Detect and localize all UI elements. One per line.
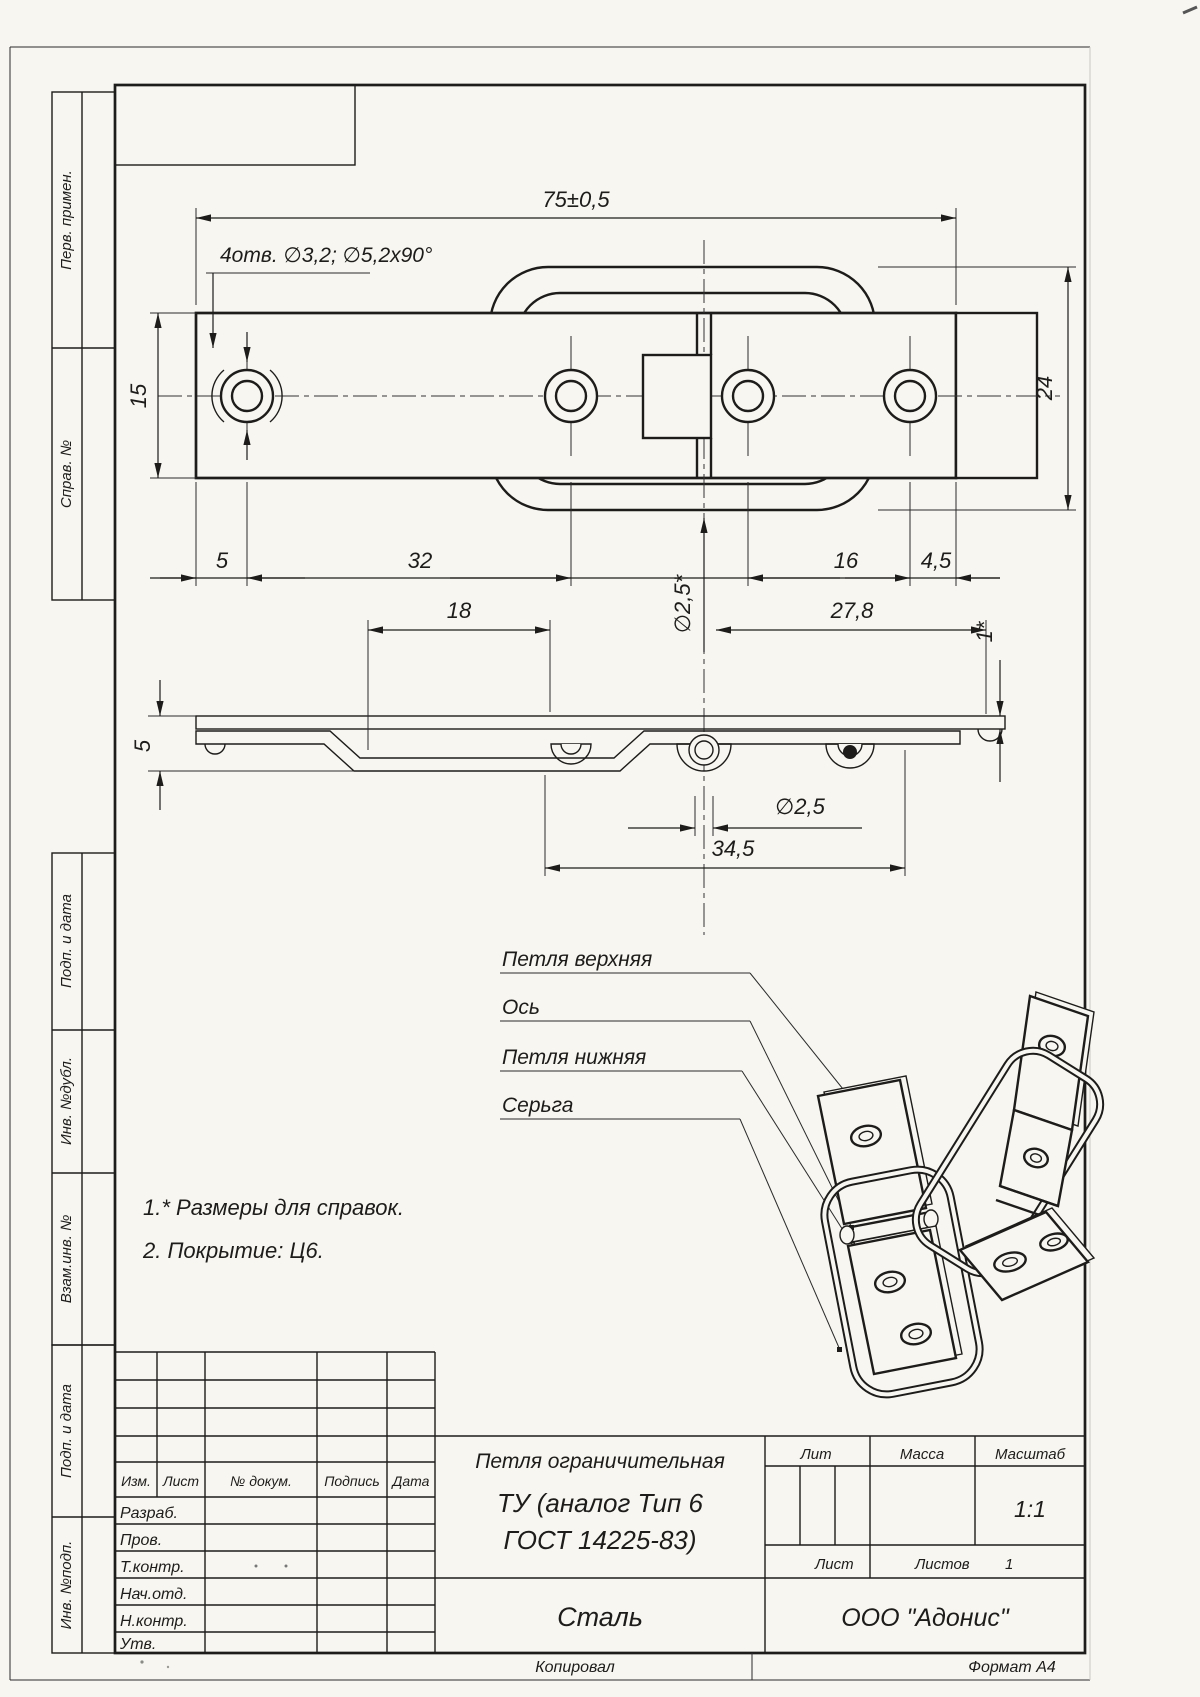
tb-sheets-label: Листов	[915, 1556, 970, 1573]
dim-profile-height: 5	[130, 739, 155, 753]
stamp-vzam-inv: Взам.инв. №	[58, 1214, 75, 1304]
section-upper-plate	[196, 716, 1005, 729]
tb-company: ООО "Адонис"	[841, 1604, 1009, 1632]
tb-title-line1: Петля ограничительная	[475, 1450, 725, 1473]
stamp-perv-primen: Перв. примен.	[58, 170, 75, 270]
sheet-footer	[535, 1653, 1056, 1680]
title-block	[115, 1352, 1085, 1653]
tb-row-nachotd: Нач.отд.	[120, 1586, 188, 1603]
tb-title-line3: ГОСТ 14225-83)	[503, 1525, 697, 1555]
footer-copied: Копировал	[535, 1659, 615, 1676]
callout-axis: Ось	[502, 996, 540, 1019]
dim-shackle-height: 24	[1032, 375, 1057, 401]
tb-mass-label: Масса	[899, 1446, 945, 1463]
dim-recess-length: 18	[446, 598, 472, 623]
sheet-edges	[10, 7, 1197, 1680]
scan-mark	[1183, 7, 1197, 13]
dim-hole-pitch: 32	[407, 548, 433, 573]
footer-format: Формат А4	[968, 1659, 1056, 1676]
dim-total-length: 75±0,5	[542, 187, 610, 212]
tb-col-list: Лист	[162, 1473, 200, 1489]
callout-upper-hinge: Петля верхняя	[502, 948, 653, 971]
dim-lower-length: 34,5	[711, 836, 755, 861]
dim-upper-length: 27,8	[830, 598, 874, 623]
top-left-cell	[115, 85, 355, 165]
tb-sheets-value: 1	[1005, 1556, 1014, 1573]
dim-plate-width: 15	[126, 383, 151, 409]
stamp-podp-data-2: Подп. и дата	[58, 1384, 75, 1478]
margin-stamps	[52, 92, 115, 1653]
stamp-sprav-no: Справ. №	[58, 439, 75, 509]
stamp-inv-podl: Инв. №подп.	[58, 1540, 75, 1630]
callout-lower-hinge: Петля нижняя	[502, 1046, 647, 1069]
dim-axis-diameter: ∅2,5*	[670, 574, 695, 634]
stamp-podp-data-1: Подп. и дата	[58, 894, 75, 988]
tb-col-izm: Изм.	[121, 1473, 151, 1489]
tb-sheet-label: Лист	[815, 1556, 854, 1573]
note-coating: 2. Покрытие: Ц6.	[143, 1238, 324, 1263]
dim-end-to-hole: 5	[215, 548, 229, 573]
tb-scale-label: Масштаб	[994, 1446, 1066, 1463]
section-dimensions	[130, 598, 1000, 876]
dim-edge-margin: 4,5	[920, 548, 952, 573]
stamp-inv-dubl: Инв. №дубл.	[58, 1056, 75, 1146]
tb-row-prov: Пров.	[120, 1532, 163, 1549]
section-view	[196, 716, 1005, 771]
tb-row-nkontr: Н.контр.	[120, 1613, 188, 1630]
holes-note: 4отв. ∅3,2; ∅5,2x90°	[220, 244, 433, 267]
section-knuckles	[551, 735, 874, 771]
dim-thickness-ref: 1*	[972, 621, 997, 643]
plan-view	[158, 240, 1060, 935]
dim-pin-diameter: ∅2,5	[775, 794, 825, 819]
tb-row-razrab: Разраб.	[120, 1505, 178, 1522]
tb-col-dokum: № докум.	[230, 1473, 292, 1489]
dim-pitch-right: 16	[833, 548, 859, 573]
tb-lit-label: Лит	[800, 1446, 832, 1463]
tb-material: Сталь	[557, 1602, 643, 1632]
iso-view-extended	[818, 1076, 985, 1400]
technical-notes	[142, 1195, 404, 1263]
callout-shackle: Серьга	[502, 1094, 574, 1117]
tb-scale-value: 1:1	[1014, 1496, 1046, 1522]
tb-col-podpis: Подпись	[324, 1473, 380, 1489]
note-reference-dims: 1.* Размеры для справок.	[143, 1195, 405, 1220]
tb-row-tkontr: Т.контр.	[120, 1559, 185, 1576]
tb-title-line2: ТУ (аналог Тип 6	[497, 1488, 703, 1518]
tb-row-utv: Утв.	[120, 1636, 157, 1653]
tb-col-data: Дата	[392, 1473, 430, 1489]
